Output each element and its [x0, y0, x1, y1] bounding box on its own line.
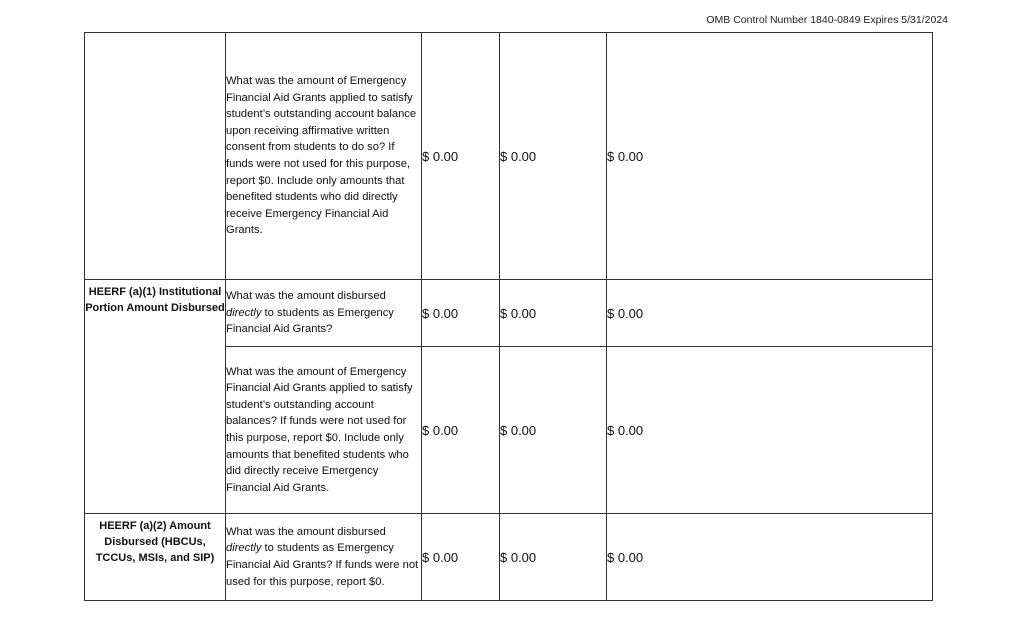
- table-row: [85, 280, 933, 347]
- row-label-a2: HEERF (a)(2) Amount Disbursed (HBCUs, TCCUs, MSIs, and SIP): [85, 514, 226, 601]
- amount-cell: $ 0.00: [500, 514, 607, 601]
- amount-cell: $ 0.00: [607, 280, 933, 347]
- question-cell: [226, 514, 422, 601]
- question-cell: [226, 280, 422, 347]
- amount-cell: $ 0.00: [422, 280, 500, 347]
- question-text: What was the amount disbursed: [226, 525, 386, 538]
- amount-cell: $ 0.00: [500, 280, 607, 347]
- question-emphasis: directly: [226, 542, 262, 555]
- amount-cell: $ 0.00: [607, 33, 933, 280]
- question-emphasis: directly: [226, 306, 262, 319]
- question-text: What was the amount of Emergency Financial Aid Grants applied to satisfy student’s outstanding account balances? If funds were not used for this purpose, report $0. Include only amounts that benefited students who did directly receive Emergency Financial Aid Grants.: [226, 365, 413, 494]
- table-row: [85, 33, 933, 280]
- amount-cell: $ 0.00: [607, 347, 933, 514]
- amount-cell: $ 0.00: [422, 33, 500, 280]
- question-text: to students as Emergency Financial Aid Grants?: [226, 306, 394, 336]
- omb-control-note: OMB Control Number 1840-0849 Expires 5/31/2024: [706, 14, 948, 26]
- amount-cell: $ 0.00: [422, 514, 500, 601]
- question-text: to students as Emergency Financial Aid Grants? If funds were not used for this purpose, report $0.: [226, 542, 419, 588]
- row-label: [85, 33, 226, 280]
- question-text: What was the amount disbursed: [226, 290, 386, 303]
- question-cell: [226, 347, 422, 514]
- question-cell: [226, 33, 422, 280]
- table-row: [85, 514, 933, 601]
- amount-cell: $ 0.00: [422, 347, 500, 514]
- amount-cell: $ 0.00: [607, 514, 933, 601]
- row-label-institutional: HEERF (a)(1) Institutional Portion Amount Disbursed: [85, 280, 226, 514]
- amount-cell: $ 0.00: [500, 347, 607, 514]
- amount-cell: $ 0.00: [500, 33, 607, 280]
- disbursement-table: [84, 32, 933, 601]
- question-text: What was the amount of Emergency Financial Aid Grants applied to satisfy student’s outstanding account balance upon receiving affirmative written consent from students to do so? If funds were not used for this purpose, report $0. Include only amounts that benefited students who did directly receive Emergency Financial Aid Grants.: [226, 75, 417, 237]
